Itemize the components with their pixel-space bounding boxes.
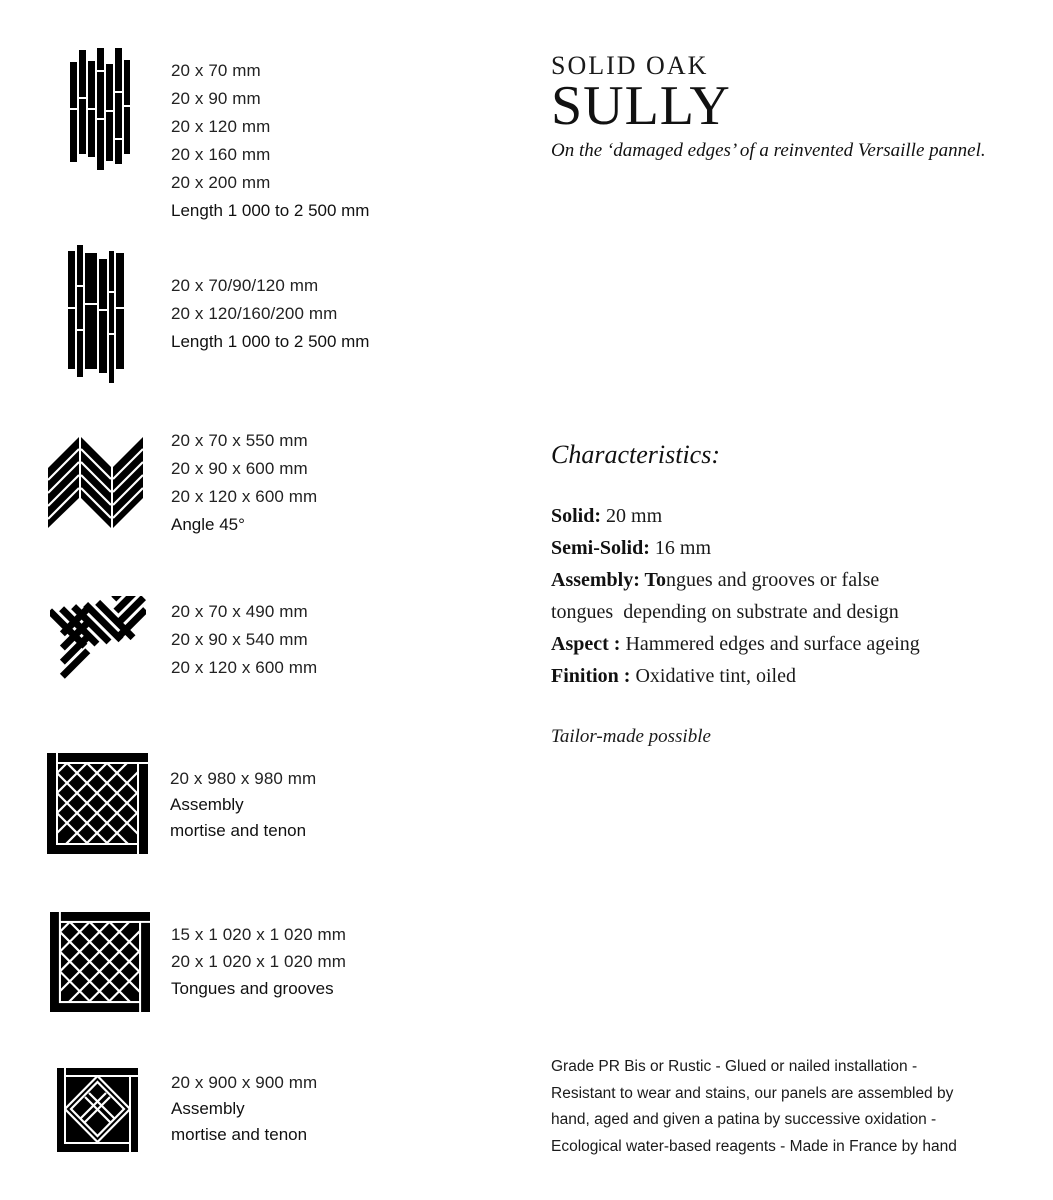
spec-line: 20 x 70/90/120 mm bbox=[171, 276, 319, 295]
product-description bbox=[551, 1054, 991, 1160]
spec-line: 20 x 120 x 600 mm bbox=[171, 658, 318, 677]
spec-line: 20 x 900 x 900 mm bbox=[171, 1073, 318, 1092]
spec-line: Assembly bbox=[171, 1099, 245, 1118]
characteristic-row bbox=[551, 564, 920, 596]
english-strip-pattern-icon bbox=[68, 46, 130, 172]
spec-line: 20 x 90 x 600 mm bbox=[171, 459, 308, 478]
spec-line: mortise and tenon bbox=[171, 1125, 308, 1144]
description-line: hand, aged and given a patina by successive oxidation - bbox=[551, 1111, 937, 1128]
spec-dimensions bbox=[171, 272, 369, 356]
chevron-pattern-icon bbox=[48, 436, 144, 530]
spec-line: 20 x 90 x 540 mm bbox=[171, 630, 308, 649]
characteristic-label: Assembly: To bbox=[551, 569, 667, 591]
spec-line: 20 x 200 mm bbox=[171, 173, 271, 192]
characteristic-row bbox=[551, 596, 920, 628]
spec-dimensions bbox=[171, 57, 369, 225]
spec-line: Angle 45° bbox=[171, 515, 245, 534]
characteristic-row bbox=[551, 500, 920, 532]
spec-line: Assembly bbox=[170, 795, 244, 814]
spec-line: 20 x 120/160/200 mm bbox=[171, 304, 338, 323]
characteristic-label: Aspect : bbox=[551, 633, 621, 655]
spec-line: 20 x 70 mm bbox=[171, 61, 261, 80]
characteristic-row bbox=[551, 628, 920, 660]
mixed-width-strip-pattern-icon bbox=[66, 243, 126, 385]
spec-line: 15 x 1 020 x 1 020 mm bbox=[171, 925, 347, 944]
product-subtitle: SOLID OAK bbox=[551, 51, 709, 80]
spec-line: 20 x 120 mm bbox=[171, 117, 271, 136]
product-tagline: On the ‘damaged edges’ of a reinvented Versaille pannel. bbox=[551, 140, 986, 161]
spec-line: Tongues and grooves bbox=[171, 979, 334, 998]
characteristics-list bbox=[551, 500, 920, 692]
product-header bbox=[551, 52, 986, 164]
spec-line: 20 x 980 x 980 mm bbox=[170, 769, 317, 788]
characteristic-value: 20 mm bbox=[601, 505, 663, 527]
characteristic-value: Hammered edges and surface ageing bbox=[620, 633, 920, 655]
spec-line: mortise and tenon bbox=[170, 821, 307, 840]
spec-line: 20 x 1 020 x 1 020 mm bbox=[171, 952, 347, 971]
characteristic-label: Solid: bbox=[551, 505, 602, 527]
spec-line: 20 x 70 x 490 mm bbox=[171, 602, 308, 621]
characteristic-label: Finition : bbox=[551, 665, 631, 687]
spec-dimensions bbox=[171, 921, 346, 1002]
spec-line: 20 x 70 x 550 mm bbox=[171, 431, 308, 450]
characteristic-value: tongues depending on substrate and design bbox=[551, 601, 899, 623]
diamond-cross-panel-icon bbox=[57, 1068, 138, 1152]
versailles-panel-icon bbox=[50, 912, 150, 1012]
characteristics-section bbox=[551, 440, 920, 748]
characteristic-value: ngues and grooves or false bbox=[666, 569, 880, 591]
characteristic-value: 16 mm bbox=[649, 537, 712, 559]
spec-line: 20 x 160 mm bbox=[171, 145, 271, 164]
characteristic-row bbox=[551, 532, 920, 564]
spec-dimensions bbox=[171, 427, 317, 539]
spec-line: Length 1 000 to 2 500 mm bbox=[171, 201, 370, 220]
spec-line: 20 x 120 x 600 mm bbox=[171, 487, 318, 506]
spec-line: 20 x 90 mm bbox=[171, 89, 261, 108]
spec-dimensions bbox=[171, 1070, 317, 1148]
tailor-made-note: Tailor-made possible bbox=[551, 726, 711, 747]
herringbone-pattern-icon bbox=[50, 596, 146, 686]
description-line: Resistant to wear and stains, our panels are assembled by bbox=[551, 1084, 954, 1102]
description-line: Grade PR Bis or Rustic - Glued or nailed installation - bbox=[551, 1058, 918, 1075]
versailles-panel-icon bbox=[47, 753, 148, 854]
spec-dimensions bbox=[171, 598, 317, 682]
characteristic-value: Oxidative tint, oiled bbox=[630, 665, 796, 687]
characteristics-heading: Characteristics: bbox=[551, 440, 720, 469]
characteristic-label: Semi-Solid: bbox=[551, 537, 650, 559]
description-line: Ecological water-based reagents - Made in France by hand bbox=[551, 1137, 957, 1155]
spec-dimensions bbox=[170, 766, 316, 844]
spec-line: Length 1 000 to 2 500 mm bbox=[171, 332, 370, 351]
characteristic-row bbox=[551, 660, 920, 692]
product-title: SULLY bbox=[551, 75, 731, 137]
